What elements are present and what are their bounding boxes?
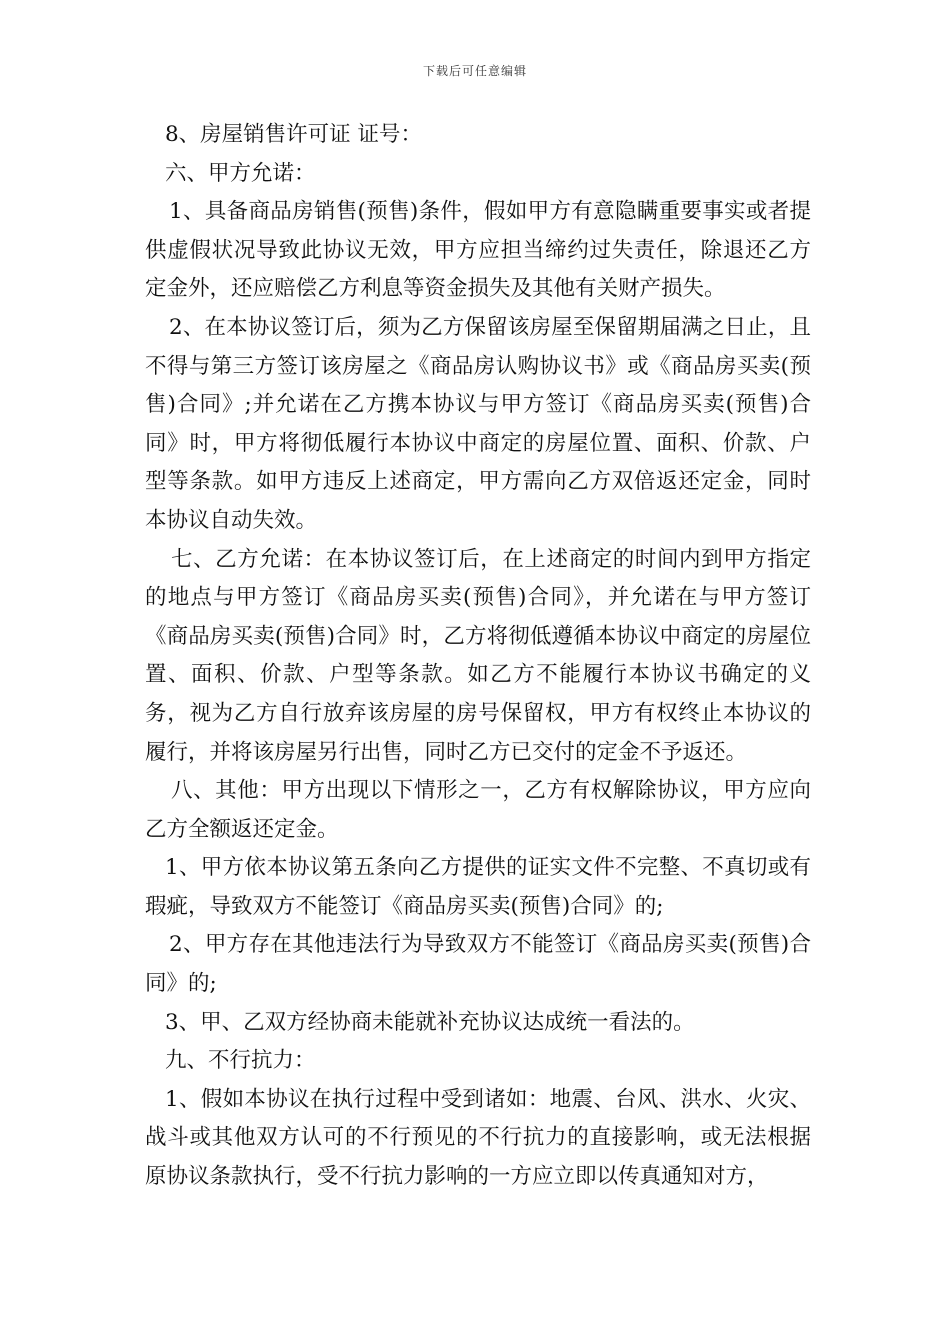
header-note: 下载后可任意编辑 bbox=[422, 64, 527, 78]
paragraph-other-item-2: 2、甲方存在其他违法行为导致双方不能签订《商品房买卖(预售)合同》的; bbox=[145, 932, 811, 997]
paragraph-other-item-3: 3、甲、乙双方经协商未能就补充协议达成统一看法的。 bbox=[165, 1009, 695, 1035]
paragraph-license-number: 8、房屋销售许可证 证号： bbox=[165, 122, 423, 147]
paragraph-party-a-promise-2: 2、在本协议签订后，须为乙方保留该房屋至保留期届满之日止，且不得与第三方签订该房屋之《商品房认购协议书》或《商品房买卖(预售)合同》;并允诺在乙方携本协议与甲方签订《商品房买卖(预售)合同》时，甲方将彻低履行本协议中商定的房屋位置、面积、价款、户型等条款。如甲方违反上述商定，甲方需向乙方双倍返还定金，同时本协议自动失效。 bbox=[145, 314, 811, 533]
section-heading-party-a-promises: 六、甲方允诺： bbox=[165, 160, 316, 186]
paragraph-other-item-1: 1、甲方依本协议第五条向乙方提供的证实文件不完整、不真切或有瑕疵，导致双方不能签订《商品房买卖(预售)合同》的; bbox=[145, 855, 811, 919]
section-party-b-promises: 七、乙方允诺：在本协议签订后，在上述商定的时间内到甲方指定的地点与甲方签订《商品房买卖(预售)合同》，并允诺在与甲方签订《商品房买卖(预售)合同》时，乙方将彻低遵循本协议中商定的房屋位置、面积、价款、户型等条款。如乙方不能履行本协议书确定的义务，视为乙方自行放弃该房屋的房号保留权，甲方有权终止本协议的履行，并将该房屋另行出售，同时乙方已交付的定金不予返还。 bbox=[145, 546, 811, 765]
paragraph-force-majeure-1: 1、假如本协议在执行过程中受到诸如：地震、台风、洪水、火灾、战斗或其他双方认可的不行预见的不行抗力的直接影响，或无法根据原协议条款执行，受不行抗力影响的一方应立即以传真通知对方， bbox=[145, 1086, 811, 1190]
section-heading-force-majeure: 九、不行抗力： bbox=[165, 1048, 316, 1074]
section-other-terms: 八、其他：甲方出现以下情形之一，乙方有权解除协议，甲方应向乙方全额返还定金。 bbox=[145, 778, 811, 842]
paragraph-party-a-promise-1: 1、具备商品房销售(预售)条件，假如甲方有意隐瞒重要事实或者提供虚假状况导致此协议无效，甲方应担当缔约过失责任，除退还乙方定金外，还应赔偿乙方利息等资金损失及其他有关财产损失。 bbox=[145, 199, 811, 302]
document-body bbox=[145, 116, 811, 1197]
